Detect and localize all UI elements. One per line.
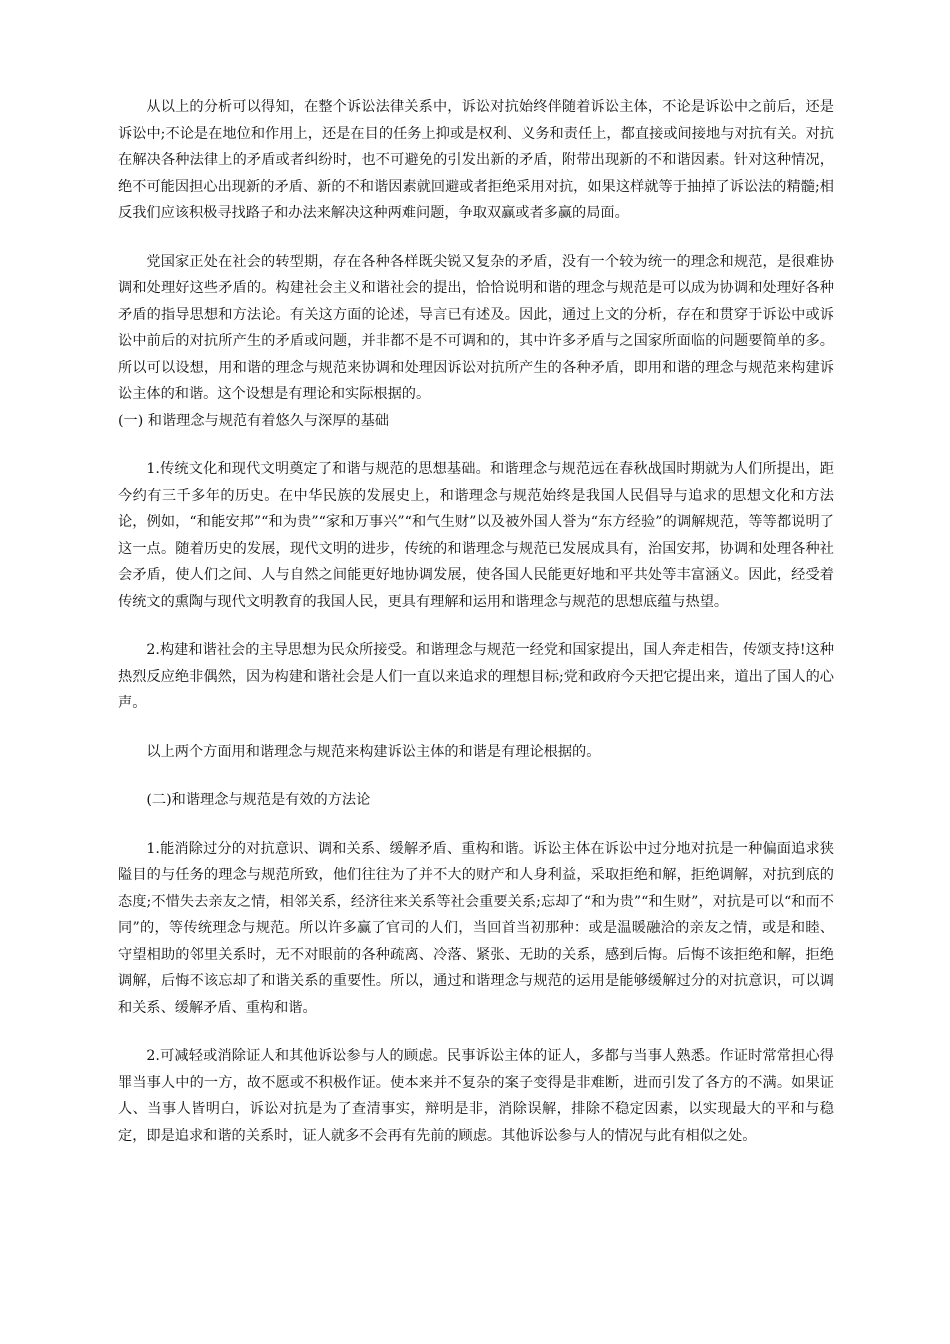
paragraph-eliminate-confrontation: 1.能消除过分的对抗意识、调和关系、缓解矛盾、重构和谐。诉讼主体在诉讼中过分地对抗是一种偏面追求狭隘目的与任务的理念与规范所致，他们往往为了并不大的财产和人身利益，采取拒绝和解，拒绝调解，对抗到底的态度;不惜失去亲友之情，相邻关系，经济往来关系等社会重要关系;忘却了“和为贵”“和生财”，对抗是可以“和而不同”的，等传统理念与规范。所以许多赢了官司的人们，当回首当初那种：或是温暖融洽的亲友之情，或是和睦、守望相助的邻里关系时，无不对眼前的各种疏离、冷落、紧张、无助的关系，感到后悔。后悔不该拒绝和解，拒绝调解，后悔不该忘却了和谐关系的重要性。所以，通过和谐理念与规范的运用是能够缓解过分的对抗意识，可以调和关系、缓解矛盾、重构和谐。 [118, 840, 834, 1016]
section-heading-1: (一) 和谐理念与规范有着悠久与深厚的基础 [118, 412, 389, 429]
paragraph-public-acceptance: 2.构建和谐社会的主导思想为民众所接受。和谐理念与规范一经党和国家提出，国人奔走相告，传颂支持!这种热烈反应绝非偶然，因为构建和谐社会是人们一直以来追求的理想目标;党和政府今天把它提出来，道出了国人的心声。 [118, 642, 834, 711]
paragraph-transition-period: 党国家正处在社会的转型期，存在各种各样既尖锐又复杂的矛盾，没有一个较为统一的理念和规范，是很难协调和处理好这些矛盾的。构建社会主义和谐社会的提出，恰恰说明和谐的理念与规范是可以成为协调和处理好各种矛盾的指导思想和方法论。有关这方面的论述，导言已有述及。因此，通过上文的分析，存在和贯穿于诉讼中或诉讼中前后的对抗所产生的矛盾或问题，并非都不是不可调和的，其中许多矛盾与之国家所面临的问题要简单的多。所以可以设想，用和谐的理念与规范来协调和处理因诉讼对抗所产生的各种矛盾，即用和谐的理念与规范来构建诉讼主体的和谐。这个设想是有理论和实际根据的。 [118, 253, 834, 402]
document-body [118, 94, 834, 1149]
paragraph-witness-concerns: 2.可减轻或消除证人和其他诉讼参与人的顾虑。民事诉讼主体的证人，多都与当事人熟悉。作证时常常担心得罪当事人中的一方，故不愿或不积极作证。使本来并不复杂的案子变得是非难断，进而引发了各方的不满。如果证人、当事人皆明白，诉讼对抗是为了查清事实，辩明是非，消除误解，排除不稳定因素，以实现最大的平和与稳定，即是追求和谐的关系时，证人就多不会再有先前的顾虑。其他诉讼参与人的情况与此有相似之处。 [118, 1048, 834, 1144]
section-heading-2: (二)和谐理念与规范是有效的方法论 [146, 792, 371, 808]
paragraph-summary: 以上两个方面用和谐理念与规范来构建诉讼主体的和谐是有理论根据的。 [146, 743, 601, 760]
paragraph-analysis-conclusion: 从以上的分析可以得知，在整个诉讼法律关系中，诉讼对抗始终伴随着诉讼主体，不论是诉讼中之前后，还是诉讼中;不论是在地位和作用上，还是在目的任务上抑或是权利、义务和责任上，都直接或间接地与对抗有关。对抗在解决各种法律上的矛盾或者纠纷时，也不可避免的引发出新的矛盾，附带出现新的不和谐因素。针对这种情况，绝不可能因担心出现新的矛盾、新的不和谐因素就回避或者拒绝采用对抗，如果这样就等于抽掉了诉讼法的精髓;相反我们应该积极寻找路子和办法来解决这种两难问题，争取双赢或者多赢的局面。 [118, 99, 834, 221]
paragraph-tradition-foundation: 1.传统文化和现代文明奠定了和谐与规范的思想基础。和谐理念与规范远在春秋战国时期就为人们所提出，距今约有三千多年的历史。在中华民族的发展史上，和谐理念与规范始终是我国人民倡导与追求的思想文化和方法论，例如，“和能安邦”“和为贵”“家和万事兴”“和气生财”以及被外国人誉为“东方经验”的调解规范，等等都说明了这一点。随着历史的发展，现代文明的进步，传统的和谐理念与规范已发展成具有，治国安邦，协调和处理各种社会矛盾，使人们之间、人与自然之间能更好地协调发展，使各国人民能更好地和平共处等丰富涵义。因此，经受着传统文的熏陶与现代文明教育的我国人民，更具有理解和运用和谐理念与规范的思想底蕴与热望。 [118, 461, 834, 610]
